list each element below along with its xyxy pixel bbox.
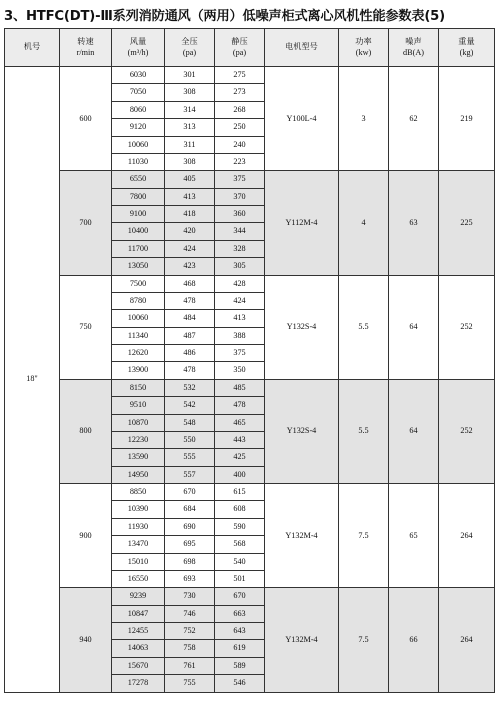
header-label: 电机型号 <box>285 42 318 52</box>
weight-cell: 225 <box>439 171 495 275</box>
total-pressure-cell: 405 <box>165 171 215 188</box>
static-pressure-cell: 643 <box>215 623 265 640</box>
header-unit: (pa) <box>182 47 197 57</box>
header-motor <box>265 29 339 67</box>
total-pressure-cell: 557 <box>165 466 215 483</box>
header-label: 噪声 <box>405 37 422 47</box>
static-pressure-cell: 223 <box>215 153 265 170</box>
airflow-cell: 6030 <box>112 67 165 84</box>
total-pressure-cell: 690 <box>165 518 215 535</box>
header-label: 风量 <box>129 37 147 47</box>
table-row <box>5 588 495 605</box>
airflow-cell: 9239 <box>112 588 165 605</box>
total-pressure-cell: 698 <box>165 553 215 570</box>
weight-cell: 252 <box>439 275 495 379</box>
airflow-cell: 13050 <box>112 258 165 275</box>
header-unit: (kw) <box>355 47 372 57</box>
motor-cell: Y112M-4 <box>265 171 339 275</box>
total-pressure-cell: 693 <box>165 570 215 587</box>
airflow-cell: 8780 <box>112 292 165 309</box>
airflow-cell: 10870 <box>112 414 165 431</box>
header-speed <box>60 29 112 67</box>
total-pressure-cell: 761 <box>165 657 215 674</box>
airflow-cell: 9120 <box>112 119 165 136</box>
header-label: 静压 <box>231 37 248 47</box>
header-unit: (pa) <box>232 47 247 57</box>
total-pressure-cell: 301 <box>165 67 215 84</box>
airflow-cell: 7500 <box>112 275 165 292</box>
total-pressure-cell: 314 <box>165 101 215 118</box>
total-pressure-cell: 550 <box>165 431 215 448</box>
header-label: 机号 <box>23 42 41 52</box>
airflow-cell: 8060 <box>112 101 165 118</box>
static-pressure-cell: 375 <box>215 345 265 362</box>
weight-cell: 264 <box>439 484 495 588</box>
static-pressure-cell: 400 <box>215 466 265 483</box>
total-pressure-cell: 413 <box>165 188 215 205</box>
airflow-cell: 12230 <box>112 431 165 448</box>
weight-cell: 264 <box>439 588 495 692</box>
table-row <box>5 171 495 188</box>
header-label: 转速 <box>77 37 94 47</box>
model-cell: 18" <box>5 67 60 693</box>
speed-cell: 700 <box>60 171 112 275</box>
static-pressure-cell: 370 <box>215 188 265 205</box>
static-pressure-cell: 589 <box>215 657 265 674</box>
airflow-cell: 13900 <box>112 362 165 379</box>
total-pressure-cell: 548 <box>165 414 215 431</box>
static-pressure-cell: 546 <box>215 675 265 692</box>
total-pressure-cell: 478 <box>165 292 215 309</box>
airflow-cell: 13590 <box>112 449 165 466</box>
static-pressure-cell: 501 <box>215 570 265 587</box>
static-pressure-cell: 540 <box>215 553 265 570</box>
airflow-cell: 13470 <box>112 536 165 553</box>
speed-cell: 600 <box>60 67 112 171</box>
total-pressure-cell: 424 <box>165 240 215 257</box>
total-pressure-cell: 555 <box>165 449 215 466</box>
header-power <box>339 29 389 67</box>
airflow-cell: 12620 <box>112 345 165 362</box>
airflow-cell: 11340 <box>112 327 165 344</box>
speed-cell: 940 <box>60 588 112 692</box>
total-pressure-cell: 746 <box>165 605 215 622</box>
airflow-cell: 8150 <box>112 379 165 396</box>
airflow-cell: 10060 <box>112 310 165 327</box>
total-pressure-cell: 487 <box>165 327 215 344</box>
total-pressure-cell: 730 <box>165 588 215 605</box>
header-unit: r/min <box>76 47 95 57</box>
airflow-cell: 11030 <box>112 153 165 170</box>
airflow-cell: 16550 <box>112 570 165 587</box>
total-pressure-cell: 423 <box>165 258 215 275</box>
static-pressure-cell: 375 <box>215 171 265 188</box>
total-pressure-cell: 542 <box>165 397 215 414</box>
static-pressure-cell: 608 <box>215 501 265 518</box>
total-pressure-cell: 468 <box>165 275 215 292</box>
power-cell: 4 <box>339 171 389 275</box>
speed-cell: 900 <box>60 484 112 588</box>
header-static-pressure <box>215 29 265 67</box>
static-pressure-cell: 240 <box>215 136 265 153</box>
header-weight <box>439 29 495 67</box>
speed-cell: 800 <box>60 379 112 483</box>
noise-cell: 62 <box>389 67 439 171</box>
airflow-cell: 7800 <box>112 188 165 205</box>
total-pressure-cell: 308 <box>165 153 215 170</box>
static-pressure-cell: 344 <box>215 223 265 240</box>
motor-cell: Y132M-4 <box>265 484 339 588</box>
header-unit: (kg) <box>459 47 474 57</box>
airflow-cell: 15670 <box>112 657 165 674</box>
static-pressure-cell: 388 <box>215 327 265 344</box>
header-label: 全压 <box>181 37 198 47</box>
total-pressure-cell: 684 <box>165 501 215 518</box>
airflow-cell: 8850 <box>112 484 165 501</box>
power-cell: 7.5 <box>339 588 389 692</box>
airflow-cell: 10060 <box>112 136 165 153</box>
airflow-cell: 15010 <box>112 553 165 570</box>
static-pressure-cell: 250 <box>215 119 265 136</box>
airflow-cell: 9510 <box>112 397 165 414</box>
weight-cell: 252 <box>439 379 495 483</box>
power-cell: 5.5 <box>339 275 389 379</box>
airflow-cell: 10847 <box>112 605 165 622</box>
static-pressure-cell: 443 <box>215 431 265 448</box>
header-total-pressure <box>165 29 215 67</box>
table-row <box>5 275 495 292</box>
header-noise <box>389 29 439 67</box>
static-pressure-cell: 350 <box>215 362 265 379</box>
total-pressure-cell: 695 <box>165 536 215 553</box>
performance-table <box>4 28 495 693</box>
total-pressure-cell: 752 <box>165 623 215 640</box>
noise-cell: 63 <box>389 171 439 275</box>
static-pressure-cell: 663 <box>215 605 265 622</box>
airflow-cell: 11700 <box>112 240 165 257</box>
total-pressure-cell: 758 <box>165 640 215 657</box>
static-pressure-cell: 273 <box>215 84 265 101</box>
airflow-cell: 10390 <box>112 501 165 518</box>
table-row <box>5 379 495 396</box>
airflow-cell: 12455 <box>112 623 165 640</box>
airflow-cell: 14063 <box>112 640 165 657</box>
header-model <box>5 29 60 67</box>
airflow-cell: 10400 <box>112 223 165 240</box>
static-pressure-cell: 590 <box>215 518 265 535</box>
total-pressure-cell: 420 <box>165 223 215 240</box>
table-body <box>5 67 495 693</box>
header-unit: (m³/h) <box>127 47 149 57</box>
table-row <box>5 484 495 501</box>
total-pressure-cell: 755 <box>165 675 215 692</box>
airflow-cell: 6550 <box>112 171 165 188</box>
noise-cell: 64 <box>389 275 439 379</box>
total-pressure-cell: 418 <box>165 206 215 223</box>
static-pressure-cell: 425 <box>215 449 265 466</box>
weight-cell: 219 <box>439 67 495 171</box>
power-cell: 5.5 <box>339 379 389 483</box>
motor-cell: Y132M-4 <box>265 588 339 692</box>
header-airflow <box>112 29 165 67</box>
static-pressure-cell: 568 <box>215 536 265 553</box>
power-cell: 3 <box>339 67 389 171</box>
motor-cell: Y100L-4 <box>265 67 339 171</box>
airflow-cell: 7050 <box>112 84 165 101</box>
header-unit: dB(A) <box>403 47 424 57</box>
table-row <box>5 67 495 84</box>
noise-cell: 66 <box>389 588 439 692</box>
airflow-cell: 14950 <box>112 466 165 483</box>
total-pressure-cell: 484 <box>165 310 215 327</box>
table-header <box>5 29 495 67</box>
motor-cell: Y132S-4 <box>265 379 339 483</box>
static-pressure-cell: 670 <box>215 588 265 605</box>
total-pressure-cell: 308 <box>165 84 215 101</box>
total-pressure-cell: 313 <box>165 119 215 136</box>
power-cell: 7.5 <box>339 484 389 588</box>
total-pressure-cell: 532 <box>165 379 215 396</box>
page-title: 3、HTFC(DT)-Ⅲ系列消防通风（两用）低噪声柜式离心风机性能参数表(5) <box>4 9 445 24</box>
static-pressure-cell: 424 <box>215 292 265 309</box>
static-pressure-cell: 268 <box>215 101 265 118</box>
static-pressure-cell: 465 <box>215 414 265 431</box>
total-pressure-cell: 486 <box>165 345 215 362</box>
static-pressure-cell: 328 <box>215 240 265 257</box>
header-row <box>5 29 495 67</box>
noise-cell: 64 <box>389 379 439 483</box>
speed-cell: 750 <box>60 275 112 379</box>
static-pressure-cell: 275 <box>215 67 265 84</box>
total-pressure-cell: 670 <box>165 484 215 501</box>
static-pressure-cell: 485 <box>215 379 265 396</box>
static-pressure-cell: 360 <box>215 206 265 223</box>
airflow-cell: 9100 <box>112 206 165 223</box>
airflow-cell: 11930 <box>112 518 165 535</box>
header-label: 重量 <box>458 37 475 47</box>
static-pressure-cell: 615 <box>215 484 265 501</box>
static-pressure-cell: 428 <box>215 275 265 292</box>
airflow-cell: 17278 <box>112 675 165 692</box>
noise-cell: 65 <box>389 484 439 588</box>
static-pressure-cell: 413 <box>215 310 265 327</box>
static-pressure-cell: 619 <box>215 640 265 657</box>
total-pressure-cell: 478 <box>165 362 215 379</box>
static-pressure-cell: 478 <box>215 397 265 414</box>
motor-cell: Y132S-4 <box>265 275 339 379</box>
header-label: 功率 <box>355 37 372 47</box>
static-pressure-cell: 305 <box>215 258 265 275</box>
total-pressure-cell: 311 <box>165 136 215 153</box>
